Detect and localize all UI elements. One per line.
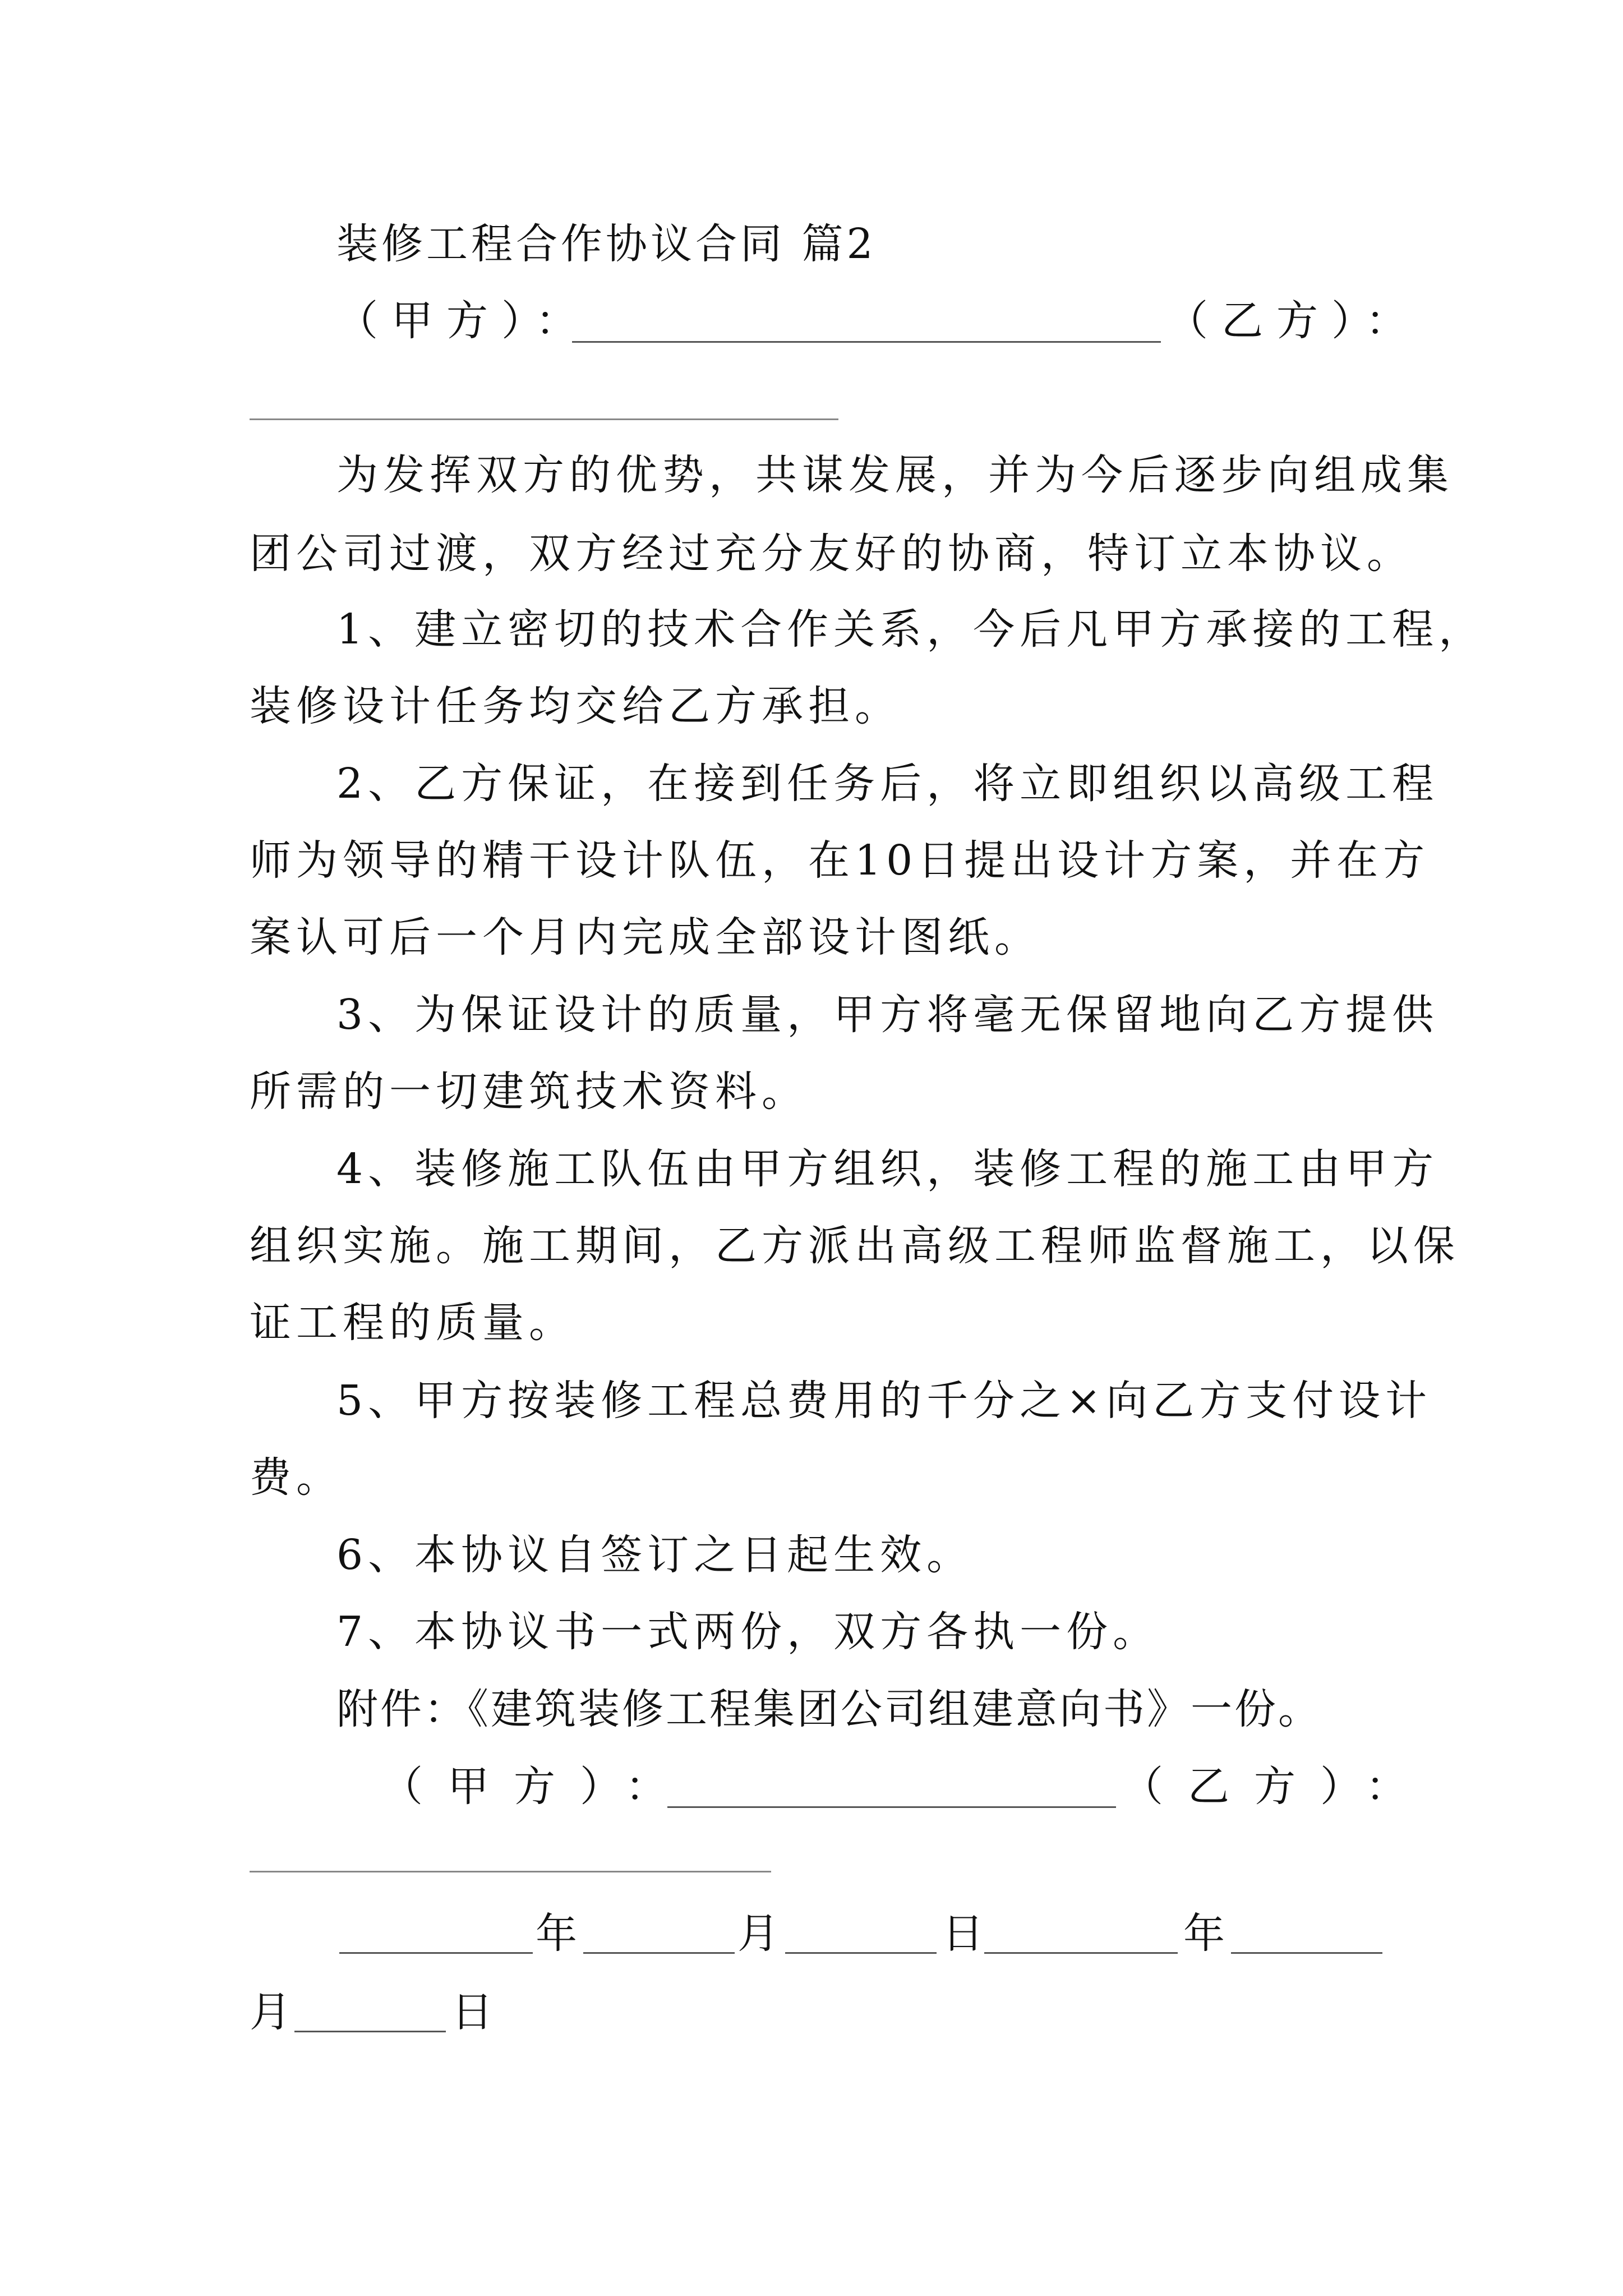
attachment-line: 附件：《建筑装修工程集团公司组建意向书》一份。: [336, 1685, 1322, 1733]
clause-4-line: 4、装修施工队伍由甲方组织，装修工程的施工由甲方: [336, 1145, 1439, 1193]
clause-6-line: 6、本协议自签订之日起生效。: [336, 1531, 974, 1579]
sign-party-a-blank: [667, 1806, 1116, 1808]
clause-5-line: 费。: [250, 1453, 343, 1502]
sign-party-b-blank: [250, 1871, 771, 1872]
document-title: 装修工程合作协议合同 篇2: [336, 220, 877, 268]
date-b-month-label: 月: [250, 1988, 291, 2036]
date-a-month-blank: [583, 1952, 735, 1954]
intro-line: 为发挥双方的优势，共谋发展，并为今后逐步向组成集: [336, 451, 1454, 499]
date-b-day-blank: [294, 2031, 446, 2032]
date-b-year-label: 年: [1183, 1910, 1225, 1958]
clause-2-line: 师为领导的精干设计队伍，在10日提出设计方案，并在方: [250, 836, 1430, 885]
header-party-b-label: （乙方）：: [1166, 297, 1421, 345]
header-party-a-label: （甲方）：: [336, 297, 591, 345]
clause-4-line: 组织实施。施工期间，乙方派出高级工程师监督施工，以保: [250, 1222, 1460, 1270]
header-party-a-blank: [572, 341, 1161, 343]
clause-2-line: 2、乙方保证，在接到任务后，将立即组织以高级工程: [336, 760, 1439, 808]
header-party-b-blank: [250, 418, 838, 420]
date-a-month-label: 月: [737, 1910, 779, 1958]
clause-3-line: 所需的一切建筑技术资料。: [250, 1068, 808, 1116]
clause-2-line: 案认可后一个月内完成全部设计图纸。: [250, 913, 1041, 961]
date-a-year-blank: [339, 1952, 533, 1954]
clause-1-line: 装修设计任务均交给乙方承担。: [250, 682, 901, 730]
intro-line: 团公司过渡，双方经过充分友好的协商，特订立本协议。: [250, 530, 1413, 578]
date-a-day-label: 日: [942, 1910, 984, 1958]
clause-5-line: 5、甲方按装修工程总费用的千分之×向乙方支付设计: [336, 1377, 1432, 1425]
clause-4-line: 证工程的质量。: [250, 1299, 575, 1347]
date-b-year-blank: [984, 1952, 1178, 1954]
sign-party-b-label: （乙方）：: [1122, 1763, 1432, 1811]
sign-party-a-label: （甲方）：: [381, 1763, 691, 1811]
clause-7-line: 7、本协议书一式两份，双方各执一份。: [336, 1608, 1160, 1656]
date-b-month-blank: [1231, 1952, 1382, 1954]
clause-1-line: 1、建立密切的技术合作关系，今后凡甲方承接的工程，: [336, 605, 1486, 654]
date-b-day-label: 日: [451, 1988, 493, 2036]
date-a-year-label: 年: [536, 1910, 577, 1958]
clause-3-line: 3、为保证设计的质量，甲方将毫无保留地向乙方提供: [336, 991, 1439, 1039]
date-a-day-blank: [785, 1952, 937, 1954]
